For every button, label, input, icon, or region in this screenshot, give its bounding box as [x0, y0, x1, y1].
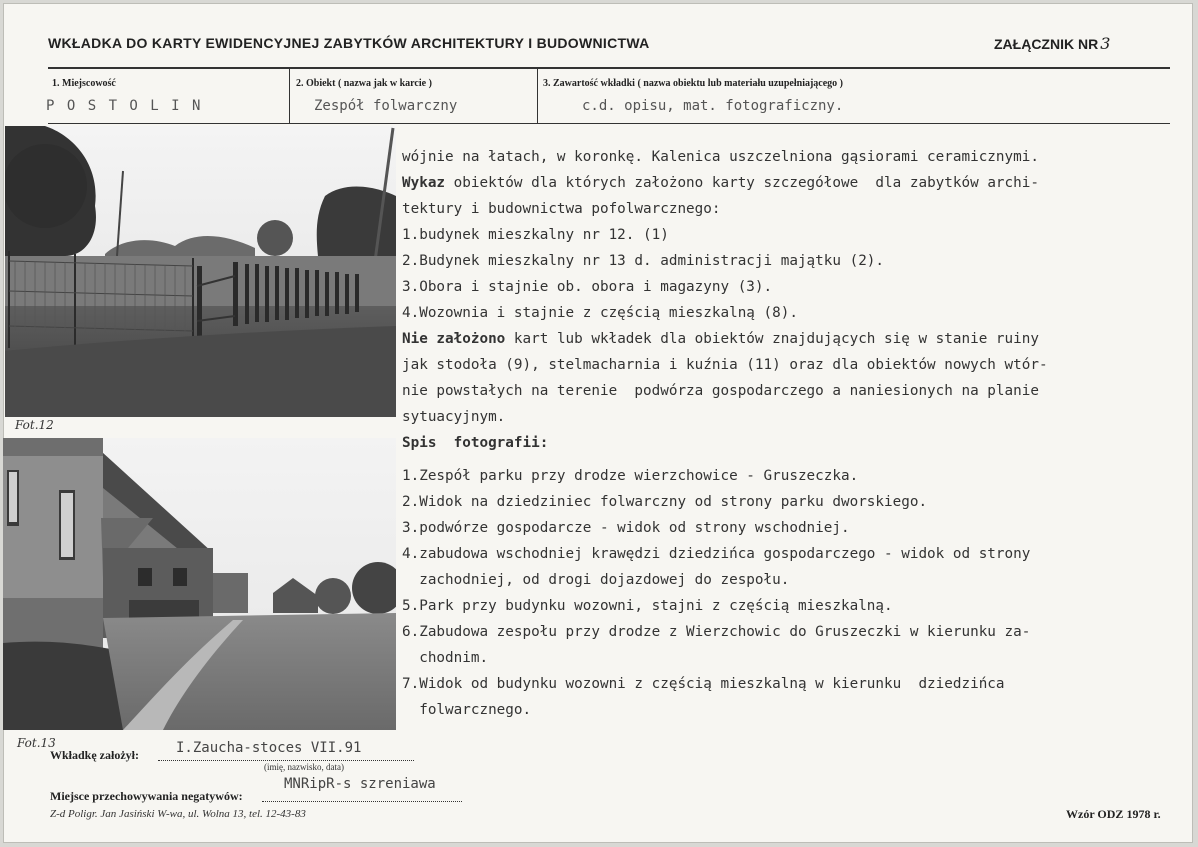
- text-line: jak stodoła (9), stelmacharnia i kuźnia (11) oraz dla obiektów nowych wtór-: [402, 357, 1048, 373]
- attachment-number: [994, 34, 1110, 53]
- list-item: 2.Budynek mieszkalny nr 13 d. administracji majątku (2).: [402, 253, 885, 269]
- field-2-value: Zespół folwarczny: [314, 98, 458, 114]
- list-item: 4.zabudowa wschodniej krawędzi dziedzińca gospodarczego - widok od strony: [402, 546, 1031, 562]
- text-line: tektury i budownictwa pofolwarcznego:: [402, 201, 721, 217]
- list-item: 5.Park przy budynku wozowni, stajni z częścią mieszkalną.: [402, 598, 893, 614]
- list-item: 7.Widok od budynku wozowni z częścią mieszkalną w kierunku dziedzińca: [402, 676, 1005, 692]
- photo-1-caption: Fot.12: [15, 418, 54, 432]
- author-value: I.Zaucha-stoces VII.91: [176, 740, 362, 756]
- form-template-label: Wzór ODZ 1978 r.: [1066, 807, 1161, 821]
- storage-label: Miejsce przechowywania negatywów:: [50, 789, 243, 803]
- bold-heading-nie-zalozono: Nie założono: [402, 331, 506, 347]
- photo-list-items: [402, 463, 1172, 723]
- photo-farm-gate: [5, 126, 396, 417]
- storage-value: MNRipR-s szreniawa: [284, 776, 436, 792]
- list-item: 6.Zabudowa zespołu przy drodze z Wierzchowic do Gruszeczki w kierunku za-: [402, 624, 1031, 640]
- printer-note: Z-d Poligr. Jan Jasiński W-wa, ul. Wolna 13, tel. 12-43-83: [50, 808, 306, 820]
- bold-heading-wykaz: Wykaz: [402, 175, 446, 191]
- fields-rule: [48, 123, 1170, 124]
- field-1-label: 1. Miejscowość: [52, 78, 116, 89]
- form-title: WKŁADKA DO KARTY EWIDENCYJNEJ ZABYTKÓW ARCHITEKTURY I BUDOWNICTWA: [48, 35, 650, 51]
- photo-2-caption: Fot.13: [17, 736, 56, 750]
- list-item: 1.Zespół parku przy drodze wierzchowice - Gruszeczka.: [402, 468, 859, 484]
- field-2-label: 2. Obiekt ( nazwa jak w karcie ): [296, 78, 432, 89]
- field-3-value: c.d. opisu, mat. fotograficzny.: [582, 98, 844, 114]
- author-label: Wkładkę założył:: [50, 748, 139, 762]
- photo-farm-buildings: [3, 438, 396, 730]
- storage-dotted-line: [262, 801, 462, 802]
- field-divider-2: [537, 69, 538, 124]
- list-item: 2.Widok na dziedziniec folwarczny od strony parku dworskiego.: [402, 494, 928, 510]
- list-item: 3.Obora i stajnie ob. obora i magazyny (3).: [402, 279, 773, 295]
- photo-list: [402, 430, 1172, 456]
- text-line: kart lub wkładek dla obiektów znajdujących się w stanie ruiny: [505, 331, 1039, 347]
- photo-list-heading: Spis fotografii:: [402, 435, 549, 451]
- field-3-label: 3. Zawartość wkładki ( nazwa obiektu lub materiału uzupełniającego ): [543, 78, 844, 89]
- text-line: wójnie na łatach, w koronkę. Kalenica uszczelniona gąsiorami ceramicznymi.: [402, 149, 1039, 165]
- list-item: 1.budynek mieszkalny nr 12. (1): [402, 227, 669, 243]
- author-dotted-line: [158, 760, 414, 761]
- attachment-label: ZAŁĄCZNIK NR: [994, 36, 1099, 52]
- list-item: 4.Wozownia i stajnie z częścią mieszkalną (8).: [402, 305, 798, 321]
- author-sublabel: (imię, nazwisko, data): [264, 762, 344, 772]
- text-line: nie powstałych na terenie podwórza gospodarczego a naniesionych na planie: [402, 383, 1039, 399]
- text-line: sytuacyjnym.: [402, 409, 506, 425]
- header-rule: [48, 67, 1170, 69]
- list-item: 3.podwórze gospodarcze - widok od strony wschodniej.: [402, 520, 850, 536]
- attachment-number-value: 3: [1100, 34, 1111, 53]
- field-divider-1: [289, 69, 290, 124]
- field-1-value: P O S T O L I N: [46, 98, 203, 114]
- list-item: chodnim.: [402, 650, 489, 666]
- list-item: folwarcznego.: [402, 702, 532, 718]
- text-line: obiektów dla których założono karty szczegółowe dla zabytków archi-: [445, 175, 1039, 191]
- description-text: [402, 144, 1172, 430]
- list-item: zachodniej, od drogi dojazdowej do zespołu.: [402, 572, 790, 588]
